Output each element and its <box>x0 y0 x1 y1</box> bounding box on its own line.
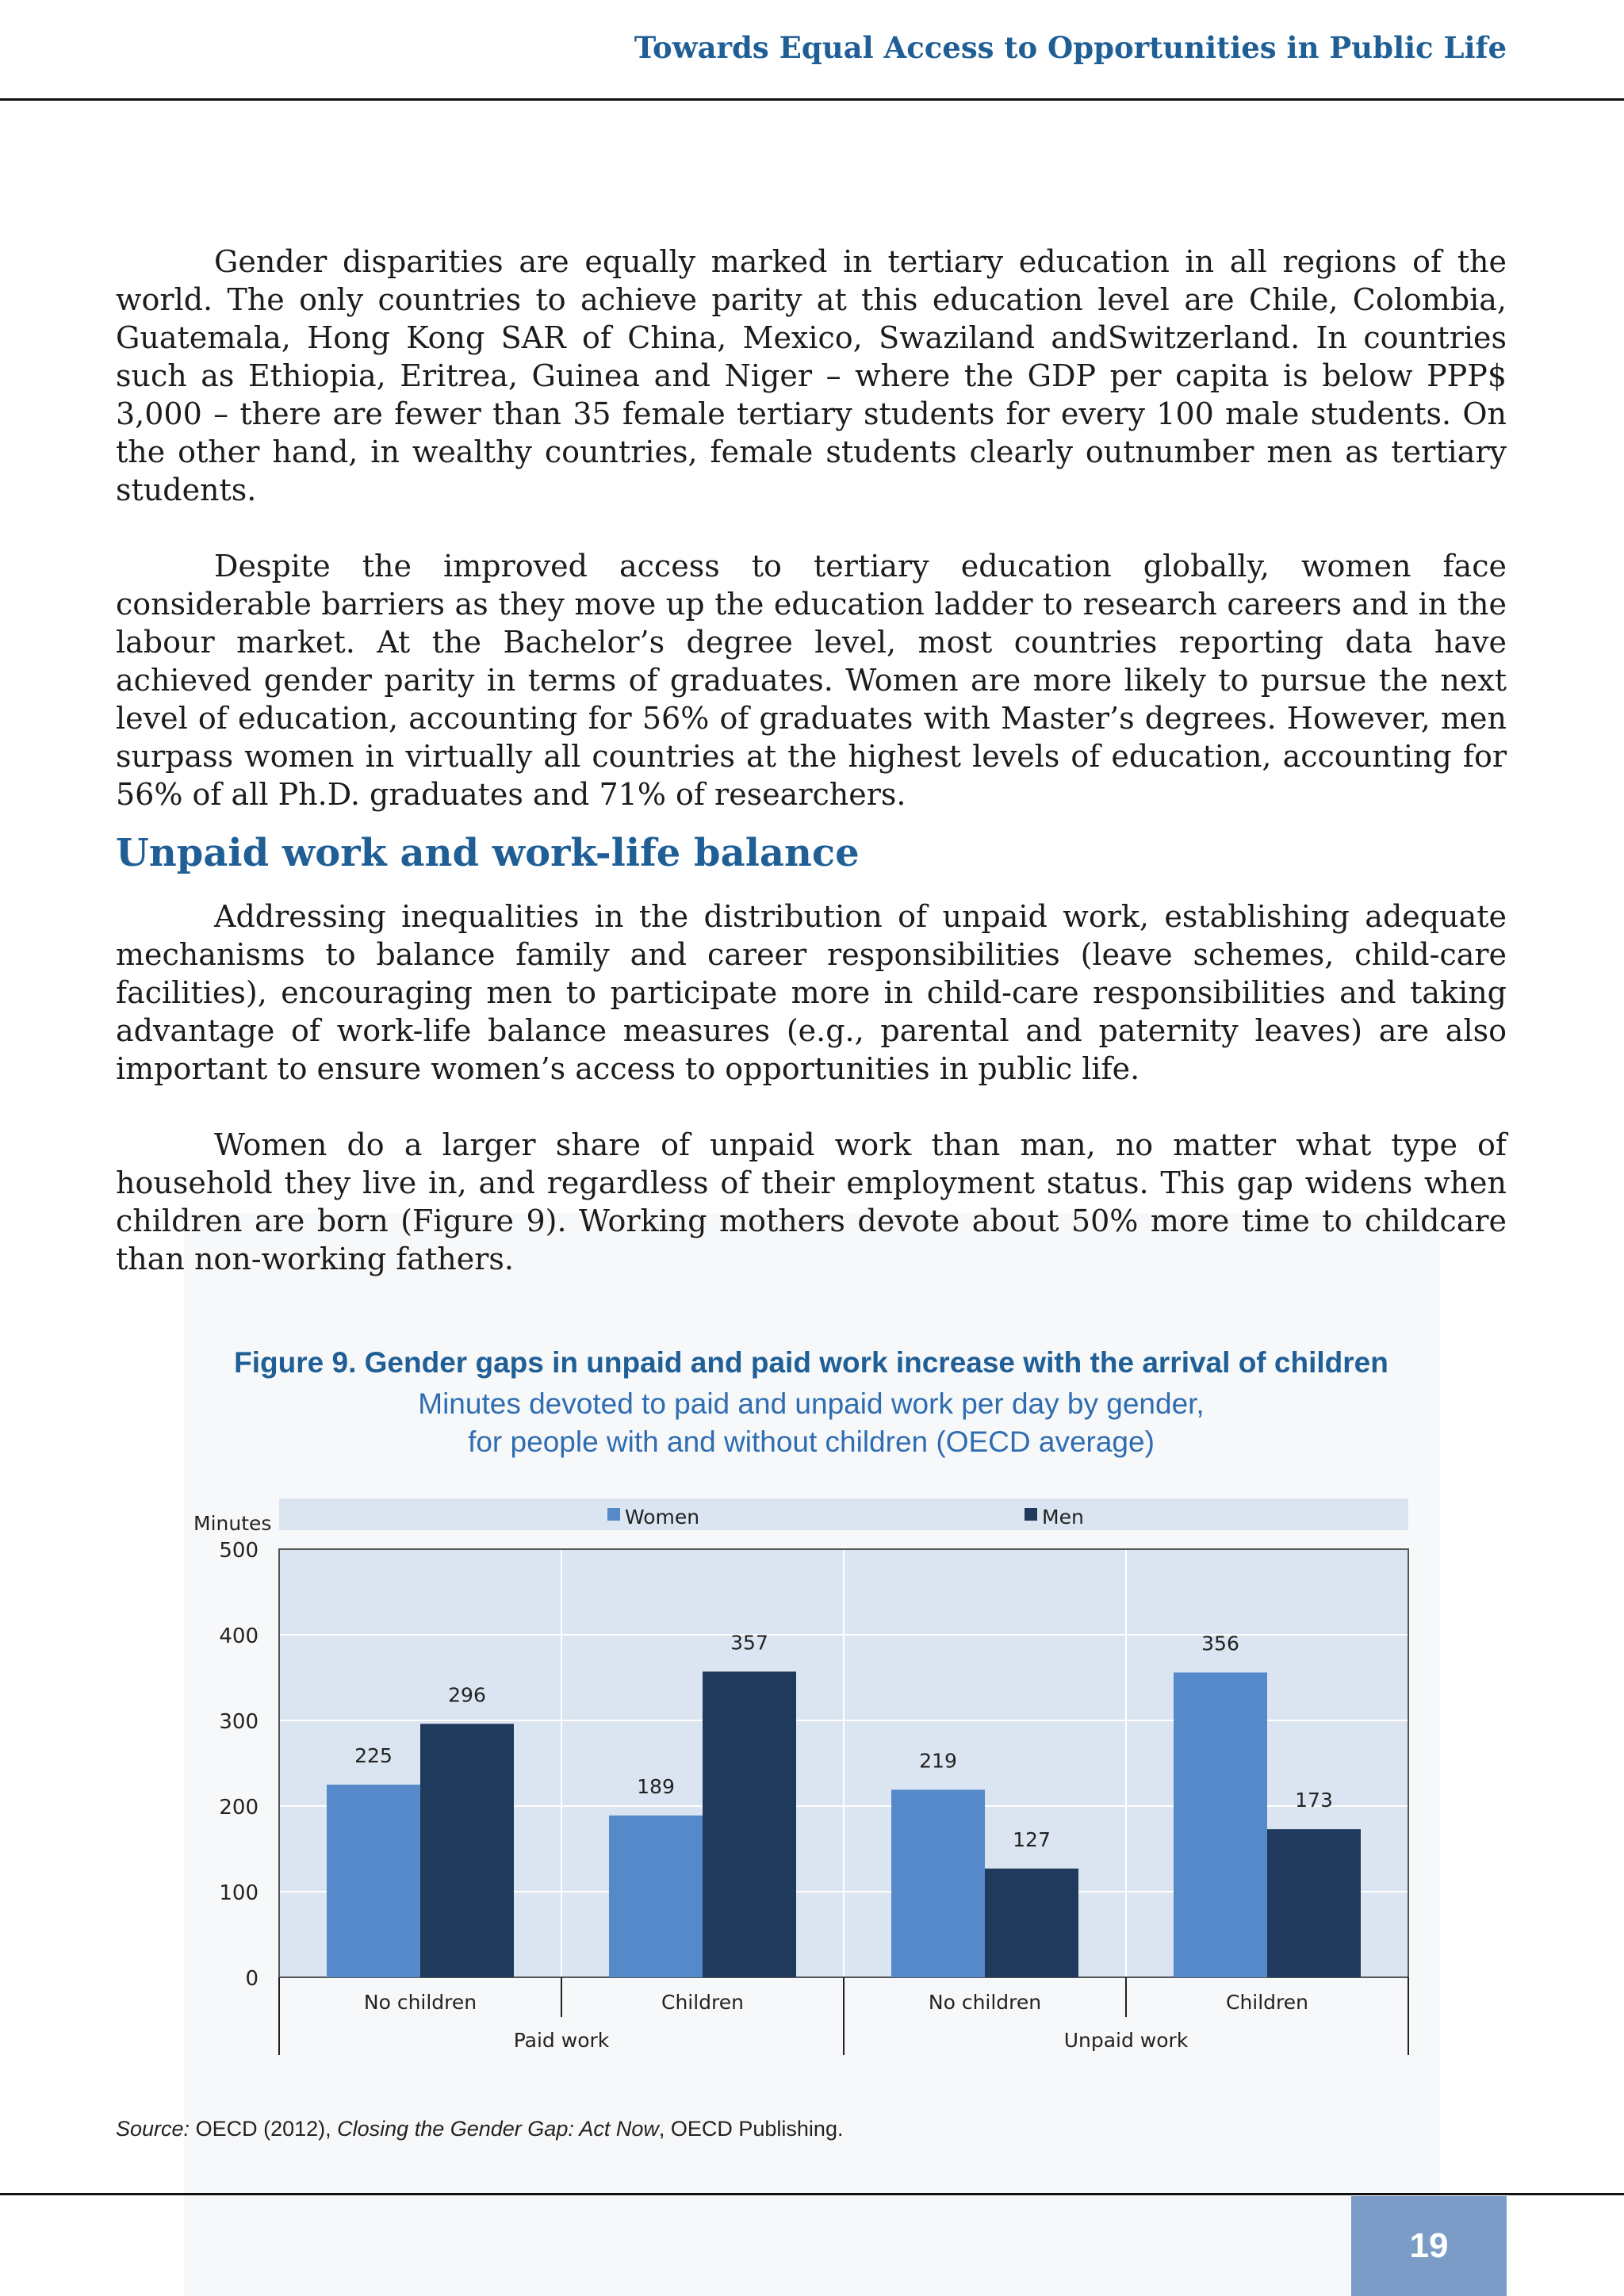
legend-swatch-women <box>607 1508 620 1521</box>
bar-women-3 <box>1174 1673 1267 1977</box>
bar-women-2 <box>891 1789 985 1977</box>
group-label: Unpaid work <box>1063 2029 1189 2052</box>
data-label: 189 <box>637 1774 675 1798</box>
data-label: 225 <box>354 1744 393 1767</box>
paragraph-tertiary-disparities: Gender disparities are equally marked in tertiary education in all regions of the world. The only countries to achieve parity at this education level are Chile, Colombia, Guatemala, Hong Kong SAR of China, Mexico, Swaziland andSwitzerland. In countries such as Ethiopia, Eritrea, Guinea and Niger – where the GDP per capita is below PPP$ 3,000 – there are fewer than 35 female tertiary students for every 100 male students. On the other hand, in wealthy countries, female students clearly outnumber men as tertiary students. <box>116 244 1507 507</box>
paragraph-unpaid-work: Addressing inequalities in the distribution of unpaid work, establishing adequate mechanisms to balance family and career responsibilities (leave schemes, child-care facilities), encouraging men to participate more in child-care responsibilities and taking advantage of work-life balance measures (e.g., parental and paternity leaves) are also important to ensure women’s access to opportunities in public life. <box>116 899 1507 1086</box>
legend-swatch-men <box>1025 1508 1037 1521</box>
y-tick-label: 400 <box>219 1624 259 1648</box>
data-label: 219 <box>919 1749 957 1773</box>
y-tick-label: 300 <box>219 1710 259 1734</box>
source-label: Source: <box>116 2117 190 2141</box>
bar-men-0 <box>420 1724 514 1977</box>
paragraph-education-barriers: Despite the improved access to tertiary education globally, women face considerable barriers as they move up the education ladder to research careers and in the labour market. At the Bachelor’s degree level, most countries reporting data have achieved gender parity in terms of graduates. Women are more likely to pursue the next level of education, accounting for 56% of graduates with Master’s degrees. However, men surpass women in virtually all countries at the highest levels of education, accounting for 56% of all Ph.D. graduates and 71% of researchers. <box>116 549 1507 812</box>
y-tick-label: 0 <box>245 1967 259 1991</box>
page-number: 19 <box>1351 2196 1507 2296</box>
paragraph-household-share: Women do a larger share of unpaid work than man, no matter what type of household they live in, and regardless of their employment status. This gap widens when children are born (Figure 9). Working mothers devote about 50% more time to childcare than non-working fathers. <box>116 1127 1507 1276</box>
figure-title: Figure 9. Gender gaps in unpaid and paid work increase with the arrival of children <box>234 1346 1388 1379</box>
running-header: Towards Equal Access to Opportunities in Public Life <box>634 30 1507 65</box>
y-tick-label: 200 <box>219 1796 259 1820</box>
x-tick-label: No children <box>928 1991 1042 2014</box>
legend-label-women: Women <box>625 1506 700 1529</box>
source-publication-title: Closing the Gender Gap: Act Now <box>337 2117 659 2141</box>
figure-subtitle-line1: Minutes devoted to paid and unpaid work per day by gender, <box>418 1387 1205 1420</box>
bar-women-0 <box>327 1785 420 1977</box>
figure-subtitle-line2: for people with and without children (OECD average) <box>468 1425 1155 1458</box>
group-label: Paid work <box>513 2029 610 2052</box>
legend-band <box>279 1498 1408 1530</box>
x-tick-label: No children <box>363 1991 477 2014</box>
figure-source <box>116 2117 843 2141</box>
source-post: , OECD Publishing. <box>658 2117 844 2141</box>
section-heading: Unpaid work and work-life balance <box>116 831 860 875</box>
data-label: 356 <box>1201 1632 1239 1655</box>
y-tick-label: 100 <box>219 1881 259 1905</box>
data-label: 173 <box>1295 1789 1333 1812</box>
data-label: 296 <box>448 1683 486 1707</box>
y-axis-title: Minutes <box>193 1512 272 1535</box>
data-label: 357 <box>730 1631 768 1655</box>
bar-men-3 <box>1267 1829 1361 1977</box>
footer-rule <box>0 2193 1624 2195</box>
y-tick-label: 500 <box>219 1539 259 1563</box>
bar-women-1 <box>609 1816 703 1977</box>
bar-men-1 <box>703 1671 796 1977</box>
source-pre: OECD (2012), <box>195 2117 331 2141</box>
legend-label-men: Men <box>1042 1506 1084 1529</box>
data-label: 127 <box>1013 1827 1051 1851</box>
x-tick-label: Children <box>1225 1991 1309 2014</box>
bar-men-2 <box>985 1869 1078 1977</box>
x-tick-label: Children <box>661 1991 745 2014</box>
